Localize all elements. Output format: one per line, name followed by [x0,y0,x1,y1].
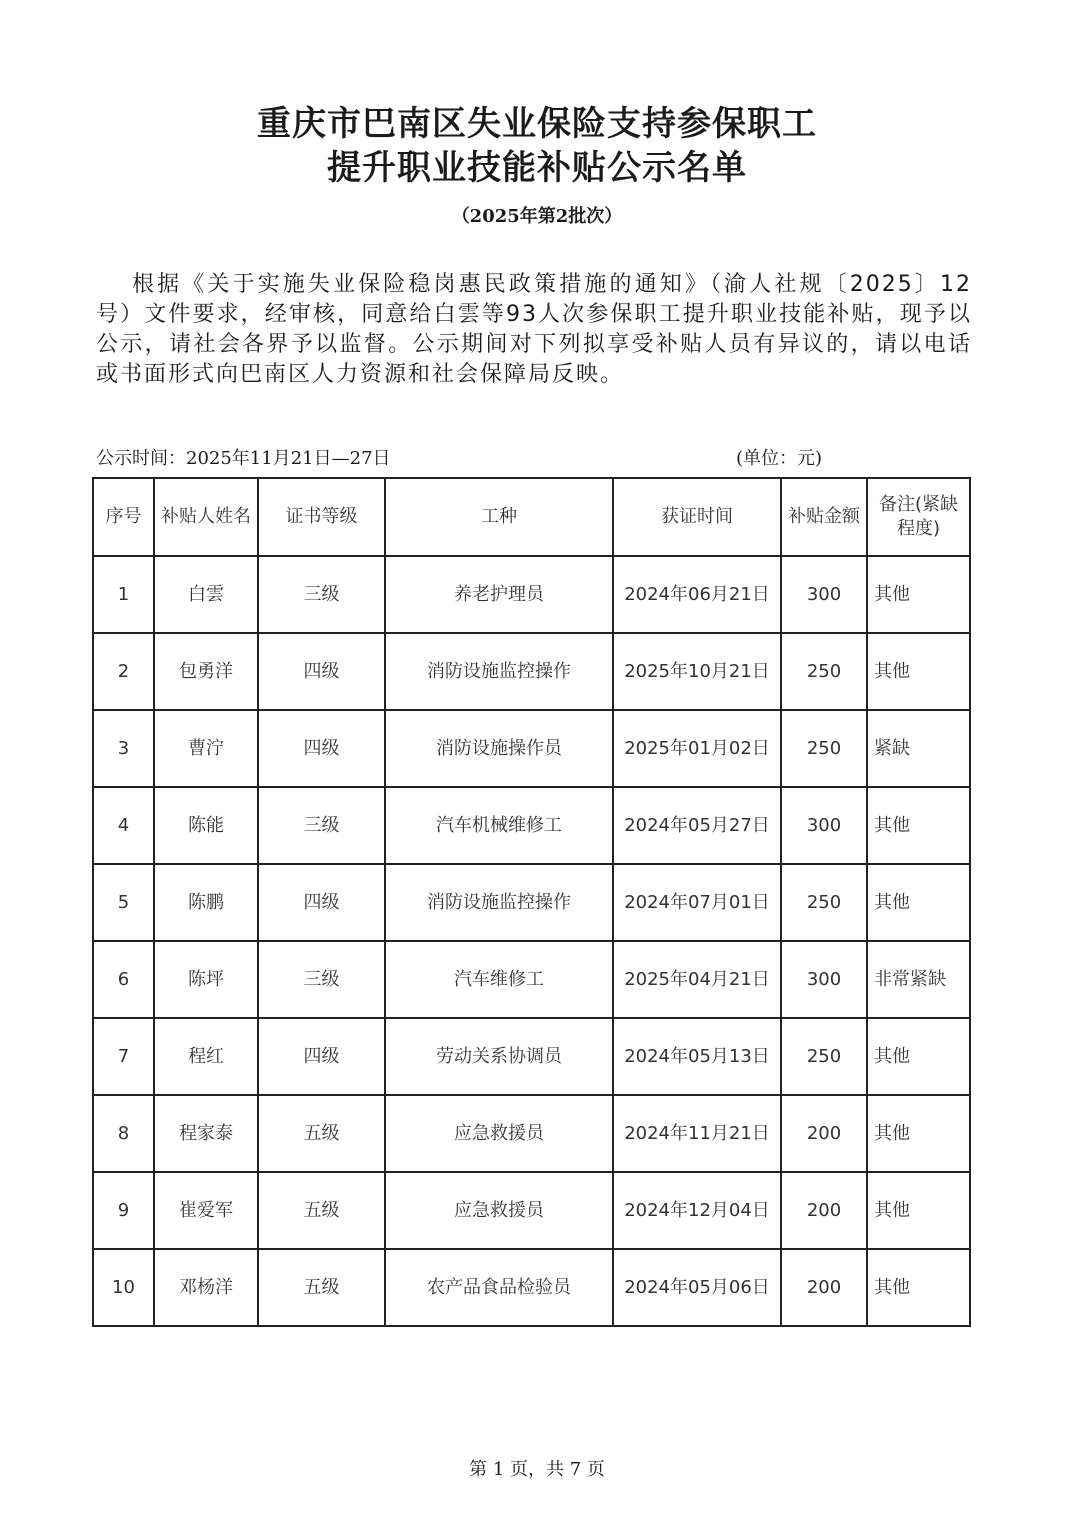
cell-cert-date: 2024年12月04日 [613,1172,781,1249]
cell-index: 5 [93,864,154,941]
cell-amount: 200 [781,1172,867,1249]
cell-name: 程红 [154,1018,258,1095]
header-remark: 备注(紧缺程度) [867,478,970,556]
cell-remark: 非常紧缺 [867,941,970,1018]
cell-index: 6 [93,941,154,1018]
cell-index: 1 [93,556,154,633]
cell-cert-date: 2024年05月27日 [613,787,781,864]
table-row [93,1249,970,1326]
cell-cert-date: 2024年11月21日 [613,1095,781,1172]
cell-amount: 300 [781,941,867,1018]
cell-remark: 紧缺 [867,710,970,787]
intro-paragraph: 根据《关于实施失业保险稳岗惠民政策措施的通知》（渝人社规〔2025〕12号）文件要求，经审核，同意给白雲等93人次参保职工提升职业技能补贴，现予以公示，请社会各界予以监督。公示期间对下列拟享受补贴人员有异议的，请以电话或书面形式向巴南区人力资源和社会保障局反映。 [96,272,972,387]
cell-index: 9 [93,1172,154,1249]
cell-name: 程家泰 [154,1095,258,1172]
cell-index: 3 [93,710,154,787]
cell-remark: 其他 [867,1172,970,1249]
cell-index: 4 [93,787,154,864]
cell-name: 陈鹏 [154,864,258,941]
cell-name: 白雲 [154,556,258,633]
cell-level: 三级 [258,556,385,633]
cell-cert-date: 2024年05月13日 [613,1018,781,1095]
cell-index: 10 [93,1249,154,1326]
cell-cert-date: 2024年05月06日 [613,1249,781,1326]
table-row [93,864,970,941]
cell-amount: 250 [781,710,867,787]
cell-amount: 250 [781,864,867,941]
subsidy-table [92,477,971,1327]
publish-time: 公示时间：2025年11月21日—27日 [96,448,391,469]
cell-level: 四级 [258,710,385,787]
table-row [93,941,970,1018]
cell-amount: 250 [781,1018,867,1095]
cell-name: 崔爱军 [154,1172,258,1249]
table-row [93,633,970,710]
cell-occupation: 汽车机械维修工 [385,787,613,864]
cell-level: 四级 [258,633,385,710]
table-row [93,1095,970,1172]
cell-occupation: 劳动关系协调员 [385,1018,613,1095]
header-level: 证书等级 [258,478,385,556]
cell-occupation: 消防设施操作员 [385,710,613,787]
cell-occupation: 消防设施监控操作 [385,633,613,710]
cell-cert-date: 2025年04月21日 [613,941,781,1018]
document-title-line1: 重庆市巴南区失业保险支持参保职工 [257,104,817,144]
cell-remark: 其他 [867,1018,970,1095]
table-row [93,1172,970,1249]
header-occupation: 工种 [385,478,613,556]
cell-name: 陈能 [154,787,258,864]
cell-level: 五级 [258,1172,385,1249]
cell-index: 7 [93,1018,154,1095]
cell-cert-date: 2024年06月21日 [613,556,781,633]
cell-amount: 300 [781,556,867,633]
cell-level: 三级 [258,941,385,1018]
unit-label: (单位：元) [736,448,823,469]
cell-level: 五级 [258,1249,385,1326]
table-header-row [93,478,970,556]
cell-amount: 200 [781,1095,867,1172]
table-row [93,787,970,864]
cell-occupation: 养老护理员 [385,556,613,633]
cell-cert-date: 2025年01月02日 [613,710,781,787]
cell-level: 四级 [258,864,385,941]
table-row [93,710,970,787]
cell-index: 2 [93,633,154,710]
cell-name: 邓杨洋 [154,1249,258,1326]
cell-remark: 其他 [867,1249,970,1326]
cell-occupation: 应急救援员 [385,1172,613,1249]
cell-cert-date: 2025年10月21日 [613,633,781,710]
cell-index: 8 [93,1095,154,1172]
cell-occupation: 消防设施监控操作 [385,864,613,941]
cell-level: 五级 [258,1095,385,1172]
cell-occupation: 汽车维修工 [385,941,613,1018]
table-row [93,556,970,633]
cell-name: 曹泞 [154,710,258,787]
header-name: 补贴人姓名 [154,478,258,556]
cell-amount: 200 [781,1249,867,1326]
cell-remark: 其他 [867,633,970,710]
cell-name: 包勇洋 [154,633,258,710]
cell-name: 陈坪 [154,941,258,1018]
batch-subtitle: （2025年第2批次） [451,206,623,227]
page-footer: 第 1 页，共 7 页 [469,1459,605,1480]
table-row [93,1018,970,1095]
header-index: 序号 [93,478,154,556]
cell-level: 三级 [258,787,385,864]
cell-amount: 250 [781,633,867,710]
document-title-line2: 提升职业技能补贴公示名单 [327,148,747,188]
cell-amount: 300 [781,787,867,864]
cell-remark: 其他 [867,787,970,864]
cell-remark: 其他 [867,556,970,633]
cell-occupation: 农产品食品检验员 [385,1249,613,1326]
header-amount: 补贴金额 [781,478,867,556]
cell-level: 四级 [258,1018,385,1095]
cell-occupation: 应急救援员 [385,1095,613,1172]
cell-remark: 其他 [867,1095,970,1172]
cell-cert-date: 2024年07月01日 [613,864,781,941]
cell-remark: 其他 [867,864,970,941]
header-cert-date: 获证时间 [613,478,781,556]
